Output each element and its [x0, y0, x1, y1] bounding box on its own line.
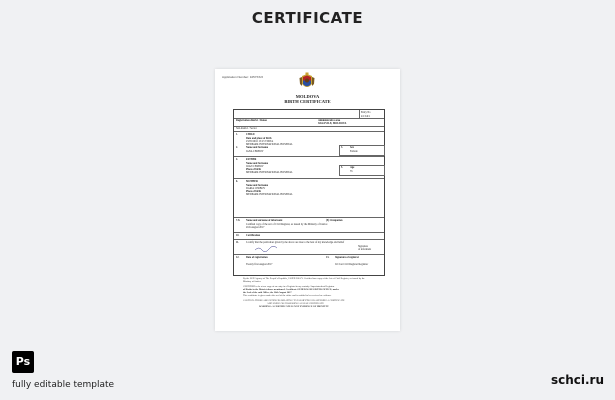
- sec11-text: I certify that the particulars given by me above are true to the best of my knowledge and belief: [246, 241, 345, 244]
- footer-line-5: the Seal of the said Office, the 20th August 2017: [243, 291, 292, 294]
- informant-signature: [254, 246, 278, 252]
- sec11-number: 11.: [236, 241, 240, 244]
- document-title: BIRTH CERTIFICATE: [284, 99, 331, 104]
- footer-line-1: By the LEX Agency of The People's Republic, 120XX/2016/V. Certified true copy of the Act of Civil Register, as issued by the: [243, 277, 365, 280]
- footer-line-4: of Births in the District above mentioned. Certificate GENERAL REGISTER OFFICE, under: [243, 288, 339, 291]
- sub-district-label: Sub-district / Sector: [236, 127, 257, 130]
- sec2-value: IANA CERBOV: [246, 149, 264, 153]
- sec7-number: 7-8.: [236, 219, 241, 222]
- sec1-number: 1.: [236, 133, 238, 136]
- sec12-number: 12.: [236, 256, 240, 259]
- footer-line-8: AND USING OR POSSESSING A FALSE CERTIFICATE: [267, 302, 324, 305]
- template-caption: fully editable template: [12, 380, 115, 390]
- sec6-number: 6.: [236, 180, 238, 183]
- sec4-value1: IOAN CERBOV: [246, 165, 264, 168]
- sec1-label: Date and place of birth: [246, 137, 272, 140]
- admin-value: SIGLIVILE, MOLDOVA: [318, 122, 347, 125]
- sec7-value2: 21th August 2017: [246, 226, 265, 229]
- signature-label: Signature: [358, 245, 368, 248]
- admin-label: Administrative area: [318, 119, 341, 122]
- sex-value: Female: [350, 150, 358, 153]
- footer-line-2: Ministry of Justice: [243, 280, 261, 283]
- entry-label: Entry No: [361, 111, 371, 114]
- certificate-document: [215, 69, 400, 331]
- sec7-value1: Certified copy of the Act of Civil Register, as issued by the Ministry of Justice: [246, 223, 328, 226]
- sec13-number: 13.: [326, 256, 330, 259]
- sec6-title: MOTHER: [246, 180, 258, 183]
- occupation-label: (9) Occupation: [326, 219, 343, 222]
- coat-of-arms-icon: [299, 72, 315, 92]
- age-value: 35: [350, 170, 353, 173]
- registration-date: Twenty first August 2017: [246, 263, 273, 266]
- entry-value: 4/Civil/1: [361, 114, 371, 118]
- sec2-label: Name and Surname: [246, 146, 269, 149]
- registrar-name: I.Iv Ion Civil Register Registrar: [335, 263, 369, 266]
- sec1-value1: 23/05/2016 15:23 VISITA: [246, 140, 274, 143]
- sec10-number: 10.: [236, 234, 240, 237]
- sec4-value2: MEDPARK INTERNATIONAL HOSPITAL: [246, 171, 293, 174]
- footer-line-6: This certificate is given under the seal of the office and is entitled to be received as evidence: [243, 294, 332, 297]
- application-number: Application Number: 1057XX/2: [222, 75, 264, 79]
- sec12-title: Date of registration: [246, 256, 268, 259]
- certificate-frame: [233, 109, 385, 276]
- sec6-label1: Name and Surname: [246, 184, 269, 187]
- brand-name: schci.ru: [550, 373, 604, 387]
- age-label: Age: [350, 166, 355, 169]
- sec3-number: 3.: [341, 146, 343, 149]
- sec10-title: Certification: [246, 234, 261, 237]
- photoshop-icon: Ps: [12, 351, 34, 373]
- footer-line-9: WARNING: A CERTIFICATE IS NOT EVIDENCE OF IDENTITY: [259, 305, 329, 308]
- sec4-title: FATHER: [246, 158, 257, 161]
- sec4-number: 4.: [236, 158, 238, 161]
- sec6-label2: Place of birth: [246, 190, 261, 193]
- sec4-label1: Name and Surname: [246, 162, 269, 165]
- footer-line-3: CERTIFIED to be a true copy of an entry in a Register/in my custody. Superintendent Registrar: [243, 285, 335, 288]
- sec1-value2: MEDPARK INTERNATIONAL HOSPITAL: [246, 143, 293, 146]
- sec7-title: Name and surname of informant: [246, 219, 283, 222]
- of-informant-label: of informant: [358, 248, 372, 251]
- sec6-value1: DARIA CERBOV: [246, 187, 266, 190]
- country-name: MOLDOVA: [295, 94, 320, 99]
- registrar-signature-label: Signature of registrar: [335, 256, 359, 259]
- sec4-label2: Place of birth: [246, 168, 261, 171]
- sec2-number: 2.: [236, 146, 238, 149]
- footer-line-7: CAUTION: THERE ARE OFFENCES RELATING TO FALSIFYING OR ALTERING A CERTIFICATE: [243, 299, 345, 302]
- sec6-value2: MEDPARK INTERNATIONAL HOSPITAL: [246, 193, 293, 196]
- banner-title: CERTIFICATE: [251, 9, 364, 27]
- sec1-title: CHILD: [246, 133, 255, 136]
- sex-label: Sex: [350, 146, 354, 149]
- sec5-number: 5.: [341, 166, 343, 169]
- registration-label: Registration district / Raion: [236, 119, 267, 122]
